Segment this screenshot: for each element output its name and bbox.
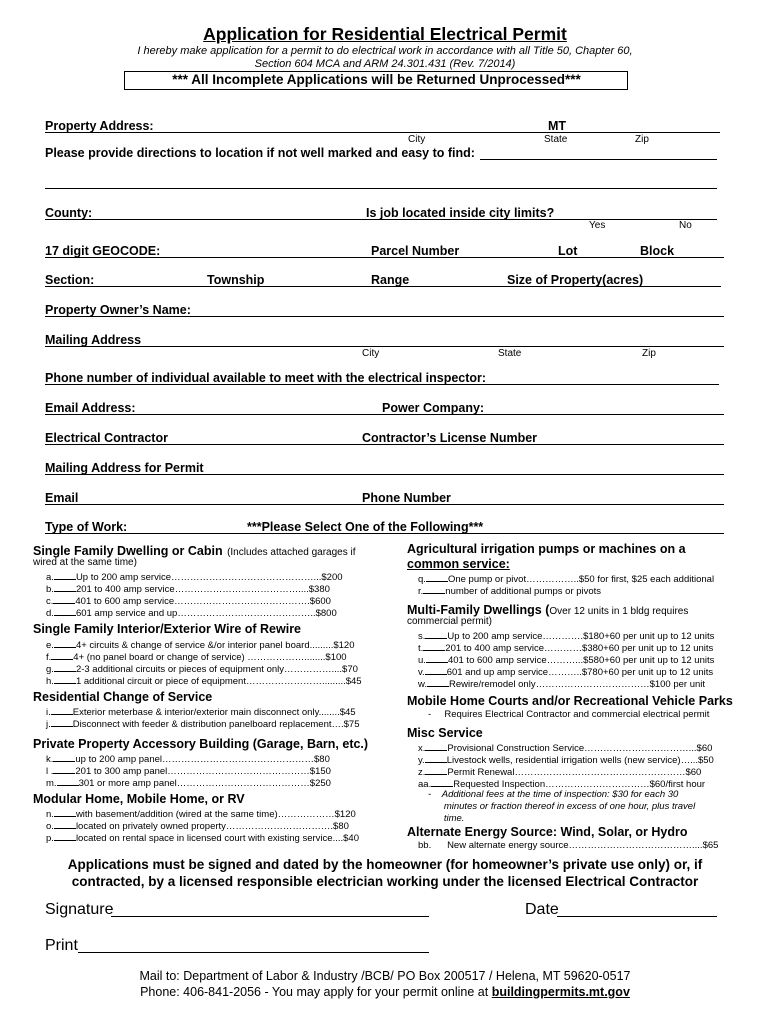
section-line[interactable] [45, 286, 721, 287]
option-checkbox-blank[interactable] [425, 741, 447, 751]
directions-line-2[interactable] [45, 188, 717, 189]
option-letter: q. [418, 574, 426, 585]
state-mt-value: MT [548, 119, 567, 133]
property-address-label: Property Address: [45, 119, 154, 133]
option-checkbox-blank[interactable] [54, 582, 76, 592]
option-letter: p. [46, 833, 54, 844]
option-letter: m. [46, 778, 57, 789]
option-letter: k. [46, 754, 54, 765]
option-letter: j. [46, 719, 51, 730]
mailing-city-caption: City [362, 348, 380, 359]
misc-service-title: Misc Service [407, 726, 483, 740]
option-text: 601 amp service and up……………………………………..$800 [75, 608, 337, 619]
option-text: Exterior meterbase & interior/exterior main disconnect only........$45 [72, 707, 356, 718]
subtitle-line-2: Section 604 MCA and ARM 24.301.431 (Rev. 7/2014) [254, 58, 516, 70]
contractor-line[interactable] [45, 444, 724, 445]
option-letter: g. [46, 664, 54, 675]
mobile-courts-note: - Requires Electrical Contractor and commercial electrical permit [428, 709, 710, 720]
mailing-address-line[interactable] [45, 346, 724, 347]
inspector-phone-label: Phone number of individual available to meet with the electrical inspector: [45, 371, 487, 385]
mobile-courts-note-text: Requires Electrical Contractor and commercial electrical permit [444, 709, 710, 720]
accessory-building-title: Private Property Accessory Building (Garage, Barn, etc.) [33, 737, 369, 751]
option-checkbox-blank[interactable] [427, 677, 449, 687]
option-checkbox-blank[interactable] [425, 665, 447, 675]
option-letter: e. [46, 640, 54, 651]
option-letter: i. [46, 707, 51, 718]
misc-note-line-3: time. [443, 813, 465, 824]
option-text: Requested Inspection……………………………$60/first hour [453, 779, 706, 790]
option-letter: f. [46, 652, 52, 663]
option-letter: l . [46, 766, 54, 777]
option-checkbox-blank[interactable] [54, 662, 76, 672]
multi-family-note-2: commercial permit) [407, 616, 493, 627]
option-letter: z. [418, 767, 426, 778]
signature-line[interactable] [111, 916, 429, 917]
option-letter: d. [46, 608, 54, 619]
email-power-line[interactable] [45, 414, 724, 415]
fee-option[interactable] [46, 831, 359, 844]
option-checkbox-blank[interactable] [423, 641, 445, 651]
email-address-label: Email Address: [45, 401, 136, 415]
option-text: 201 to 400 amp service…………$380+60 per unit up to 12 units [445, 643, 714, 654]
option-checkbox-blank[interactable] [53, 764, 75, 774]
option-letter: bb. [418, 840, 432, 851]
option-text: Provisional Construction Service……………………………...$60 [447, 743, 713, 754]
option-text: Up to 200 amp service………….$180+60 per unit up to 12 units [447, 631, 715, 642]
option-checkbox-blank[interactable] [425, 753, 447, 763]
incomplete-notice: *** All Incomplete Applications will be Returned Unprocessed*** [172, 72, 581, 87]
owner-name-line[interactable] [45, 316, 724, 317]
option-text: Rewire/remodel only………………………………$100 per unit [448, 679, 706, 690]
option-text: One pump or pivot……………..$50 for first, $25 each additional [447, 574, 715, 585]
option-checkbox-blank[interactable] [431, 777, 453, 787]
permit-mailing-label: Mailing Address for Permit [45, 461, 204, 475]
print-line[interactable] [78, 952, 429, 953]
parcel-label: Parcel Number [371, 244, 460, 258]
agricultural-title-2: common service: [407, 557, 510, 571]
mobile-courts-title: Mobile Home Courts and/or Recreational Vehicle Parks [407, 694, 733, 708]
geocode-label: 17 digit GEOCODE: [45, 244, 161, 258]
multi-family-title: Multi-Family Dwellings ( [407, 603, 550, 617]
select-one-instruction: ***Please Select One of the Following*** [247, 520, 484, 534]
type-of-work-label: Type of Work: [45, 520, 128, 534]
option-checkbox-blank[interactable] [426, 653, 448, 663]
mailing-instructions: Mail to: Department of Labor & Industry /BCB/ PO Box 200517 / Helena, MT 59620-0517 [139, 969, 631, 983]
option-letter: t. [418, 643, 424, 654]
option-text: 601 and up amp service………..$780+60 per unit up to 12 units [446, 667, 714, 678]
city-caption: City [408, 134, 426, 145]
option-text: 401 to 600 amp service…………………………………….$600 [75, 596, 331, 607]
website-link[interactable]: buildingpermits.mt.gov [491, 985, 630, 999]
option-text: Livestock wells, residential irrigation wells (new service)…...$50 [446, 755, 714, 766]
signing-requirement-1: Applications must be signed and dated by the homeowner (for homeowner’s private use only) or, if [67, 857, 703, 872]
option-checkbox-blank[interactable] [53, 752, 75, 762]
fee-option[interactable] [418, 584, 601, 597]
phone-instructions [0, 985, 770, 999]
change-of-service-title: Residential Change of Service [33, 690, 213, 704]
no-option[interactable]: No [679, 220, 692, 231]
option-letter: aa. [418, 779, 432, 790]
mailing-zip-caption: Zip [642, 348, 656, 359]
option-text: 1 additional circuit or piece of equipment…………………….........$45 [75, 676, 362, 687]
geocode-line[interactable] [45, 257, 724, 258]
modular-home-title: Modular Home, Mobile Home, or RV [33, 792, 245, 806]
option-text: Disconnect with feeder & distribution panelboard replacement….$75 [72, 719, 360, 730]
option-text: up to 200 amp panel…………………………………………$80 [75, 754, 330, 765]
date-label: Date [525, 901, 559, 918]
yes-option[interactable]: Yes [589, 220, 606, 231]
option-checkbox-blank[interactable] [425, 765, 447, 775]
phone-text: Phone: 406-841-2056 - You may apply for your permit online at [140, 985, 492, 999]
fee-option[interactable] [418, 677, 705, 690]
zip-caption: Zip [635, 134, 649, 145]
option-letter: w. [418, 679, 427, 690]
phone-number-label: Phone Number [362, 491, 451, 505]
signing-requirement-2: contracted, by a licensed responsible electrician working under the licensed Electrical Contractor [71, 874, 699, 889]
option-checkbox-blank[interactable] [426, 572, 448, 582]
single-family-title: Single Family Dwelling or Cabin [33, 544, 223, 558]
option-text: 201 to 400 amp service…………………………………....$380 [75, 584, 330, 595]
state-caption: State [544, 134, 568, 145]
option-checkbox-blank[interactable] [54, 831, 76, 841]
alternate-energy-title: Alternate Energy Source: Wind, Solar, or Hydro [407, 825, 688, 839]
single-family-note: (Includes attached garages if [227, 547, 356, 558]
option-text: located on privately owned property…………………………….$80 [75, 821, 349, 832]
mailing-state-caption: State [498, 348, 522, 359]
single-family-note-2: wired at the same time) [33, 557, 137, 568]
option-text: Up to 200 amp service………………………………………...$200 [75, 572, 343, 583]
option-text: with basement/addition (wired at the same time)………………$120 [75, 809, 356, 820]
option-checkbox-blank[interactable] [54, 638, 76, 648]
page-title: Application for Residential Electrical Permit [203, 24, 567, 44]
misc-note-line-2: minutes or fraction thereof in excess of one hour, plus travel [443, 801, 696, 812]
option-letter: y. [418, 755, 425, 766]
date-line[interactable] [557, 916, 717, 917]
electrical-contractor-label: Electrical Contractor [45, 431, 168, 445]
option-letter: u. [418, 655, 426, 666]
section-label: Section: [45, 273, 95, 287]
multi-family-note: Over 12 units in 1 bldg requires [549, 606, 689, 617]
misc-note: - Additional fees at the time of inspection: $30 for each 30 minutes or fraction thereof in excess of one hour, plus travel time. [428, 789, 696, 824]
option-checkbox-blank[interactable] [54, 570, 76, 580]
county-label: County: [45, 206, 93, 220]
fee-option[interactable] [46, 776, 331, 789]
fee-option[interactable] [46, 606, 337, 619]
option-checkbox-blank[interactable] [54, 819, 76, 829]
option-letter: s. [418, 631, 426, 642]
misc-note-line-1: Additional fees at the time of inspection: $30 for each 30 [441, 789, 679, 800]
print-label: Print [45, 937, 78, 954]
option-letter: b. [46, 584, 54, 595]
rewire-title: Single Family Interior/Exterior Wire of Rewire [33, 622, 302, 636]
inspector-phone-line[interactable] [45, 384, 719, 385]
option-checkbox-blank[interactable] [54, 674, 76, 684]
power-company-label: Power Company: [382, 401, 485, 415]
alternate-energy-option[interactable] [418, 840, 718, 851]
option-letter: a. [46, 572, 54, 583]
signature-label: Signature [45, 901, 114, 918]
agricultural-title: Agricultural irrigation pumps or machines on a [407, 542, 686, 556]
option-letter: x. [418, 743, 426, 754]
option-text: New alternate energy source…………………………………....$65 [447, 840, 719, 851]
option-checkbox-blank[interactable] [423, 584, 445, 594]
email-phone-line[interactable] [45, 504, 724, 505]
option-text: 301 or more amp panel……………………………………$250 [78, 778, 331, 789]
option-text: located on rental space in licensed court with existing service....$40 [75, 833, 359, 844]
township-label: Township [207, 273, 265, 287]
owner-name-label: Property Owner’s Name: [45, 303, 191, 317]
option-text: 2-3 additional circuits or pieces of equipment only……………....$70 [75, 664, 358, 675]
fee-option[interactable] [46, 717, 360, 730]
option-text: number of additional pumps or pivots [445, 586, 602, 597]
fee-option[interactable] [46, 674, 362, 687]
property-size-label: Size of Property(acres) [507, 273, 644, 287]
option-text: 201 to 300 amp panel………………………………………$150 [75, 766, 331, 777]
option-checkbox-blank[interactable] [51, 717, 73, 727]
option-checkbox-blank[interactable] [54, 807, 76, 817]
option-checkbox-blank[interactable] [51, 650, 73, 660]
option-checkbox-blank[interactable] [425, 629, 447, 639]
option-checkbox-blank[interactable] [54, 606, 76, 616]
county-line[interactable] [45, 219, 717, 220]
option-text: 4+ circuits & change of service &/or interior panel board.........$120 [75, 640, 355, 651]
range-label: Range [371, 273, 410, 287]
city-limits-label: Is job located inside city limits? [366, 206, 555, 220]
lot-label: Lot [558, 244, 578, 258]
option-letter: r. [418, 586, 424, 597]
subtitle-line-1: I hereby make application for a permit to do electrical work in accordance with all Title 50, Chapter 60, [137, 45, 633, 57]
option-checkbox-blank[interactable] [53, 594, 75, 604]
option-text: 4+ (no panel board or change of service) ………………........$100 [73, 652, 347, 663]
option-checkbox-blank[interactable] [57, 776, 79, 786]
option-letter: c. [46, 596, 54, 607]
block-label: Block [640, 244, 675, 258]
license-number-label: Contractor’s License Number [362, 431, 538, 445]
type-of-work-line [45, 533, 724, 534]
option-checkbox-blank[interactable] [51, 705, 73, 715]
directions-line-1[interactable] [480, 159, 717, 160]
mailing-address-label: Mailing Address [45, 333, 142, 347]
permit-mailing-line[interactable] [45, 474, 724, 475]
option-letter: n. [46, 809, 54, 820]
property-address-line[interactable] [45, 132, 720, 133]
option-text: 401 to 600 amp service………...$580+60 per unit up to 12 units [447, 655, 715, 666]
option-letter: o. [46, 821, 54, 832]
option-letter: v. [418, 667, 425, 678]
option-text: Permit Renewal………………………………………………$60 [447, 767, 702, 778]
option-letter: h. [46, 676, 54, 687]
directions-label: Please provide directions to location if not well marked and easy to find: [45, 146, 475, 160]
email-label: Email [45, 491, 79, 505]
